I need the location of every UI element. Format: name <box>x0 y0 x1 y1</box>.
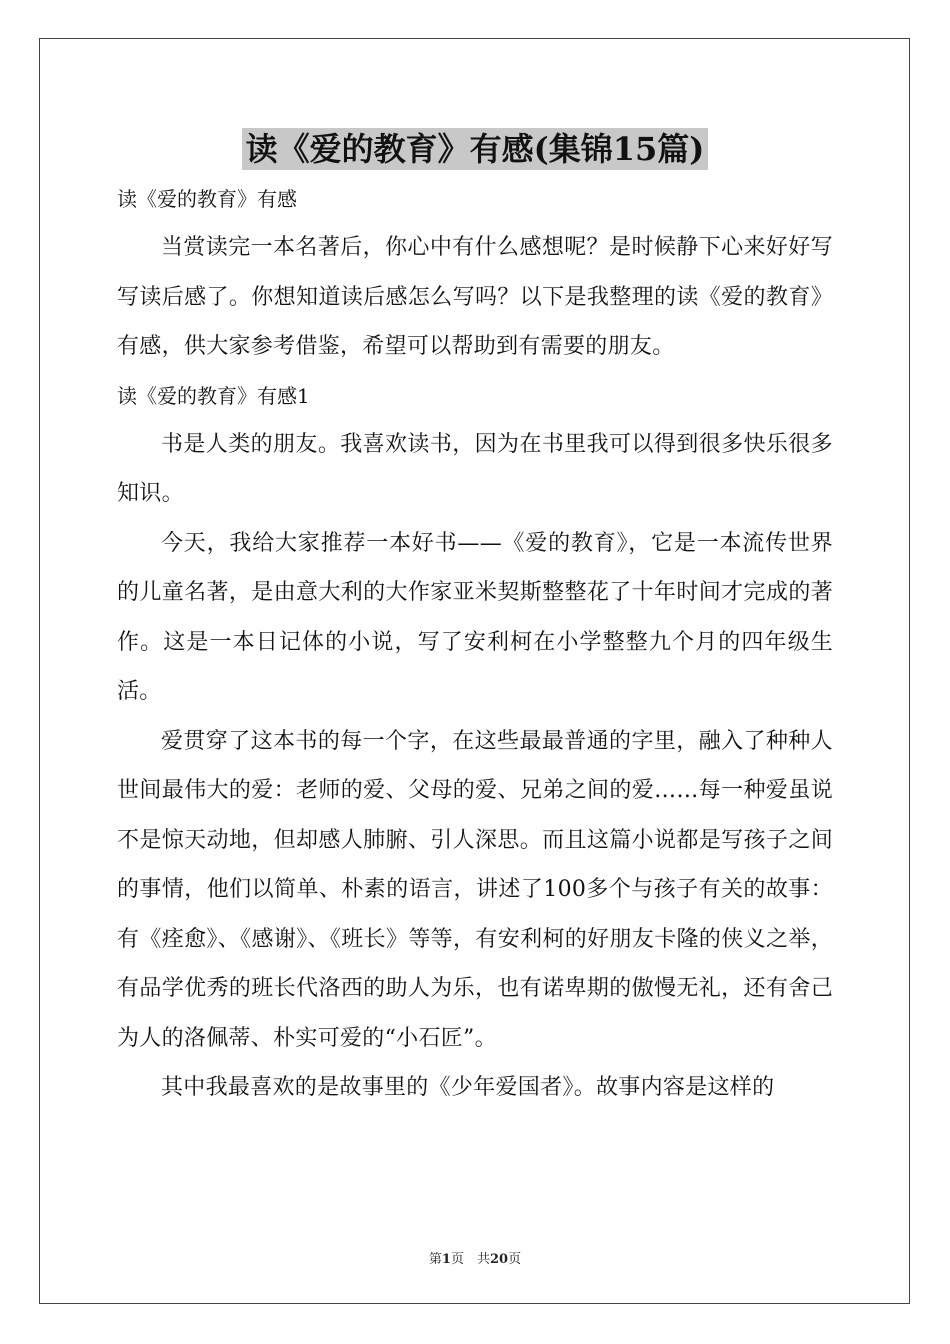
body-paragraph: 书是人类的朋友。我喜欢读书，因为在书里我可以得到很多快乐很多知识。 <box>117 431 833 506</box>
footer-page-number: 1 <box>441 1252 451 1267</box>
footer-suffix: 页 <box>508 1252 522 1267</box>
body-paragraph: 其中我最喜欢的是故事里的《少年爱国者》。故事内容是这样的 <box>161 1075 775 1100</box>
document-body <box>117 175 833 1113</box>
intro-paragraph: 当赏读完一本名著后，你心中有什么感想呢？是时候静下心来好好写写读后感了。你想知道读后感怎么写吗？以下是我整理的读《爱的教育》有感，供大家参考借鉴，希望可以帮助到有需要的朋友。 <box>117 235 833 359</box>
footer-mid: 页 共 <box>450 1252 490 1267</box>
page-footer <box>0 1248 950 1267</box>
title-container <box>0 128 950 170</box>
section-heading: 读《爱的教育》有感1 <box>117 383 310 408</box>
body-paragraph: 今天，我给大家推荐一本好书——《爱的教育》，它是一本流传世界的儿童名著，是由意大利的大作家亚米契斯整整花了十年时间才完成的著作。这是一本日记体的小说，写了安利柯在小学整整九个月的四年级生活。 <box>117 530 833 704</box>
footer-page-total: 20 <box>489 1252 509 1267</box>
footer-prefix: 第 <box>428 1252 442 1267</box>
body-paragraph: 爱贯穿了这本书的每一个字，在这些最最普通的字里，融入了种种人世间最伟大的爱：老师的爱、父母的爱、兄弟之间的爱……每一种爱虽说不是惊天动地，但却感人肺腑、引人深思。而且这篇小说都是写孩子之间的事情，他们以简单、朴素的语言，讲述了100多个与孩子有关的故事：有《痊愈》、《感谢》、《班长》等等，有安利柯的好朋友卡隆的侠义之举，有品学优秀的班长代洛西的助人为乐，也有诺卑期的傲慢无礼，还有舍己为人的洛佩蒂、朴实可爱的“小石匠”。 <box>117 728 833 1051</box>
document-title: 读《爱的教育》有感(集锦15篇) <box>242 128 709 170</box>
intro-heading: 读《爱的教育》有感 <box>117 187 297 211</box>
